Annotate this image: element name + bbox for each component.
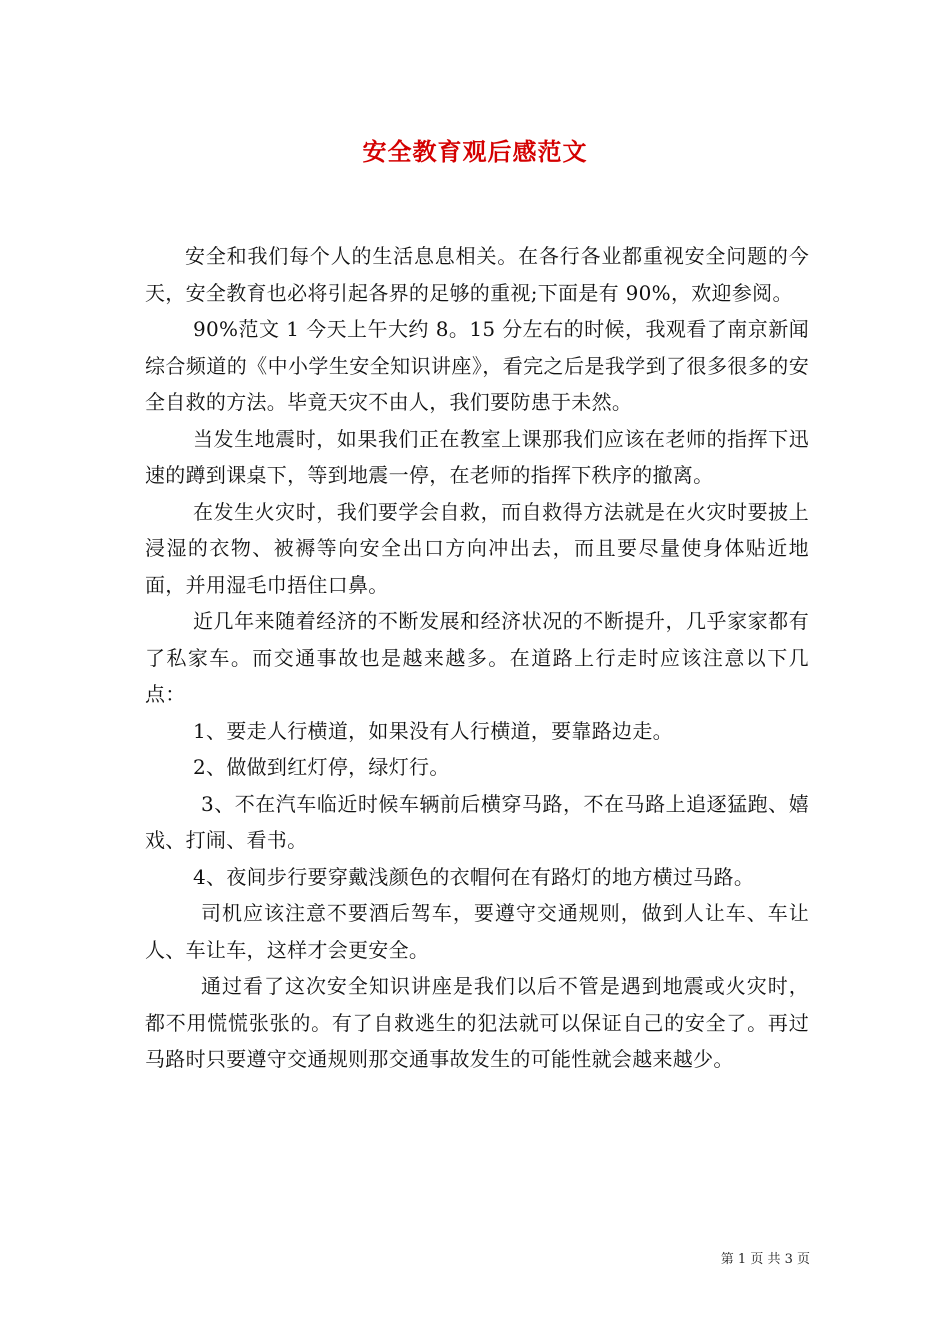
paragraph-intro: 安全和我们每个人的生活息息相关。在各行各业都重视安全问题的今天，安全教育也必将引起各界的足够的重视;下面是有 90%，欢迎参阅。 [145, 244, 809, 305]
paragraph-earthquake: 当发生地震时，如果我们正在教室上课那我们应该在老师的指挥下迅速的蹲到课桌下，等到地震一停，在老师的指挥下秩序的撤离。 [145, 426, 809, 487]
document-body [145, 238, 809, 1078]
paragraph-sample-1: 90%范文 1 今天上午大约 8。15 分左右的时候，我观看了南京新闻综合频道的《中小学生安全知识讲座》，看完之后是我学到了很多很多的安全自救的方法。毕竟天灾不由人，我们要防患于未然。 [145, 317, 809, 414]
list-item-2: 2、做做到红灯停，绿灯行。 [193, 755, 450, 779]
list-item-1: 1、要走人行横道，如果没有人行横道，要靠路边走。 [193, 718, 673, 743]
list-item-3: 3、不在汽车临近时候车辆前后横穿马路，不在马路上追逐猛跑、嬉戏、打闹、看书。 [145, 791, 809, 852]
paragraph-traffic-intro: 近几年来随着经济的不断发展和经济状况的不断提升，几乎家家都有了私家车。而交通事故也是越来越多。在道路上行走时应该注意以下几点： [145, 609, 809, 706]
paragraph-conclusion: 通过看了这次安全知识讲座是我们以后不管是遇到地震或火灾时，都不用慌慌张张的。有了自救逃生的犯法就可以保证自己的安全了。再过马路时只要遵守交通规则那交通事故发生的可能性就会越来越少。 [145, 974, 809, 1071]
paragraph-drivers: 司机应该注意不要酒后驾车，要遵守交通规则，做到人让车、车让人、车让车，这样才会更安全。 [145, 901, 809, 962]
page-number: 第 1 页 共 3 页 [720, 1252, 810, 1267]
list-item-4: 4、夜间步行要穿戴浅颜色的衣帽何在有路灯的地方横过马路。 [193, 864, 755, 889]
document-title: 安全教育观后感范文 [362, 137, 588, 166]
paragraph-fire: 在发生火灾时，我们要学会自救，而自救得方法就是在火灾时要披上浸湿的衣物、被褥等向安全出口方向冲出去，而且要尽量使身体贴近地面，并用湿毛巾捂住口鼻。 [145, 499, 809, 597]
